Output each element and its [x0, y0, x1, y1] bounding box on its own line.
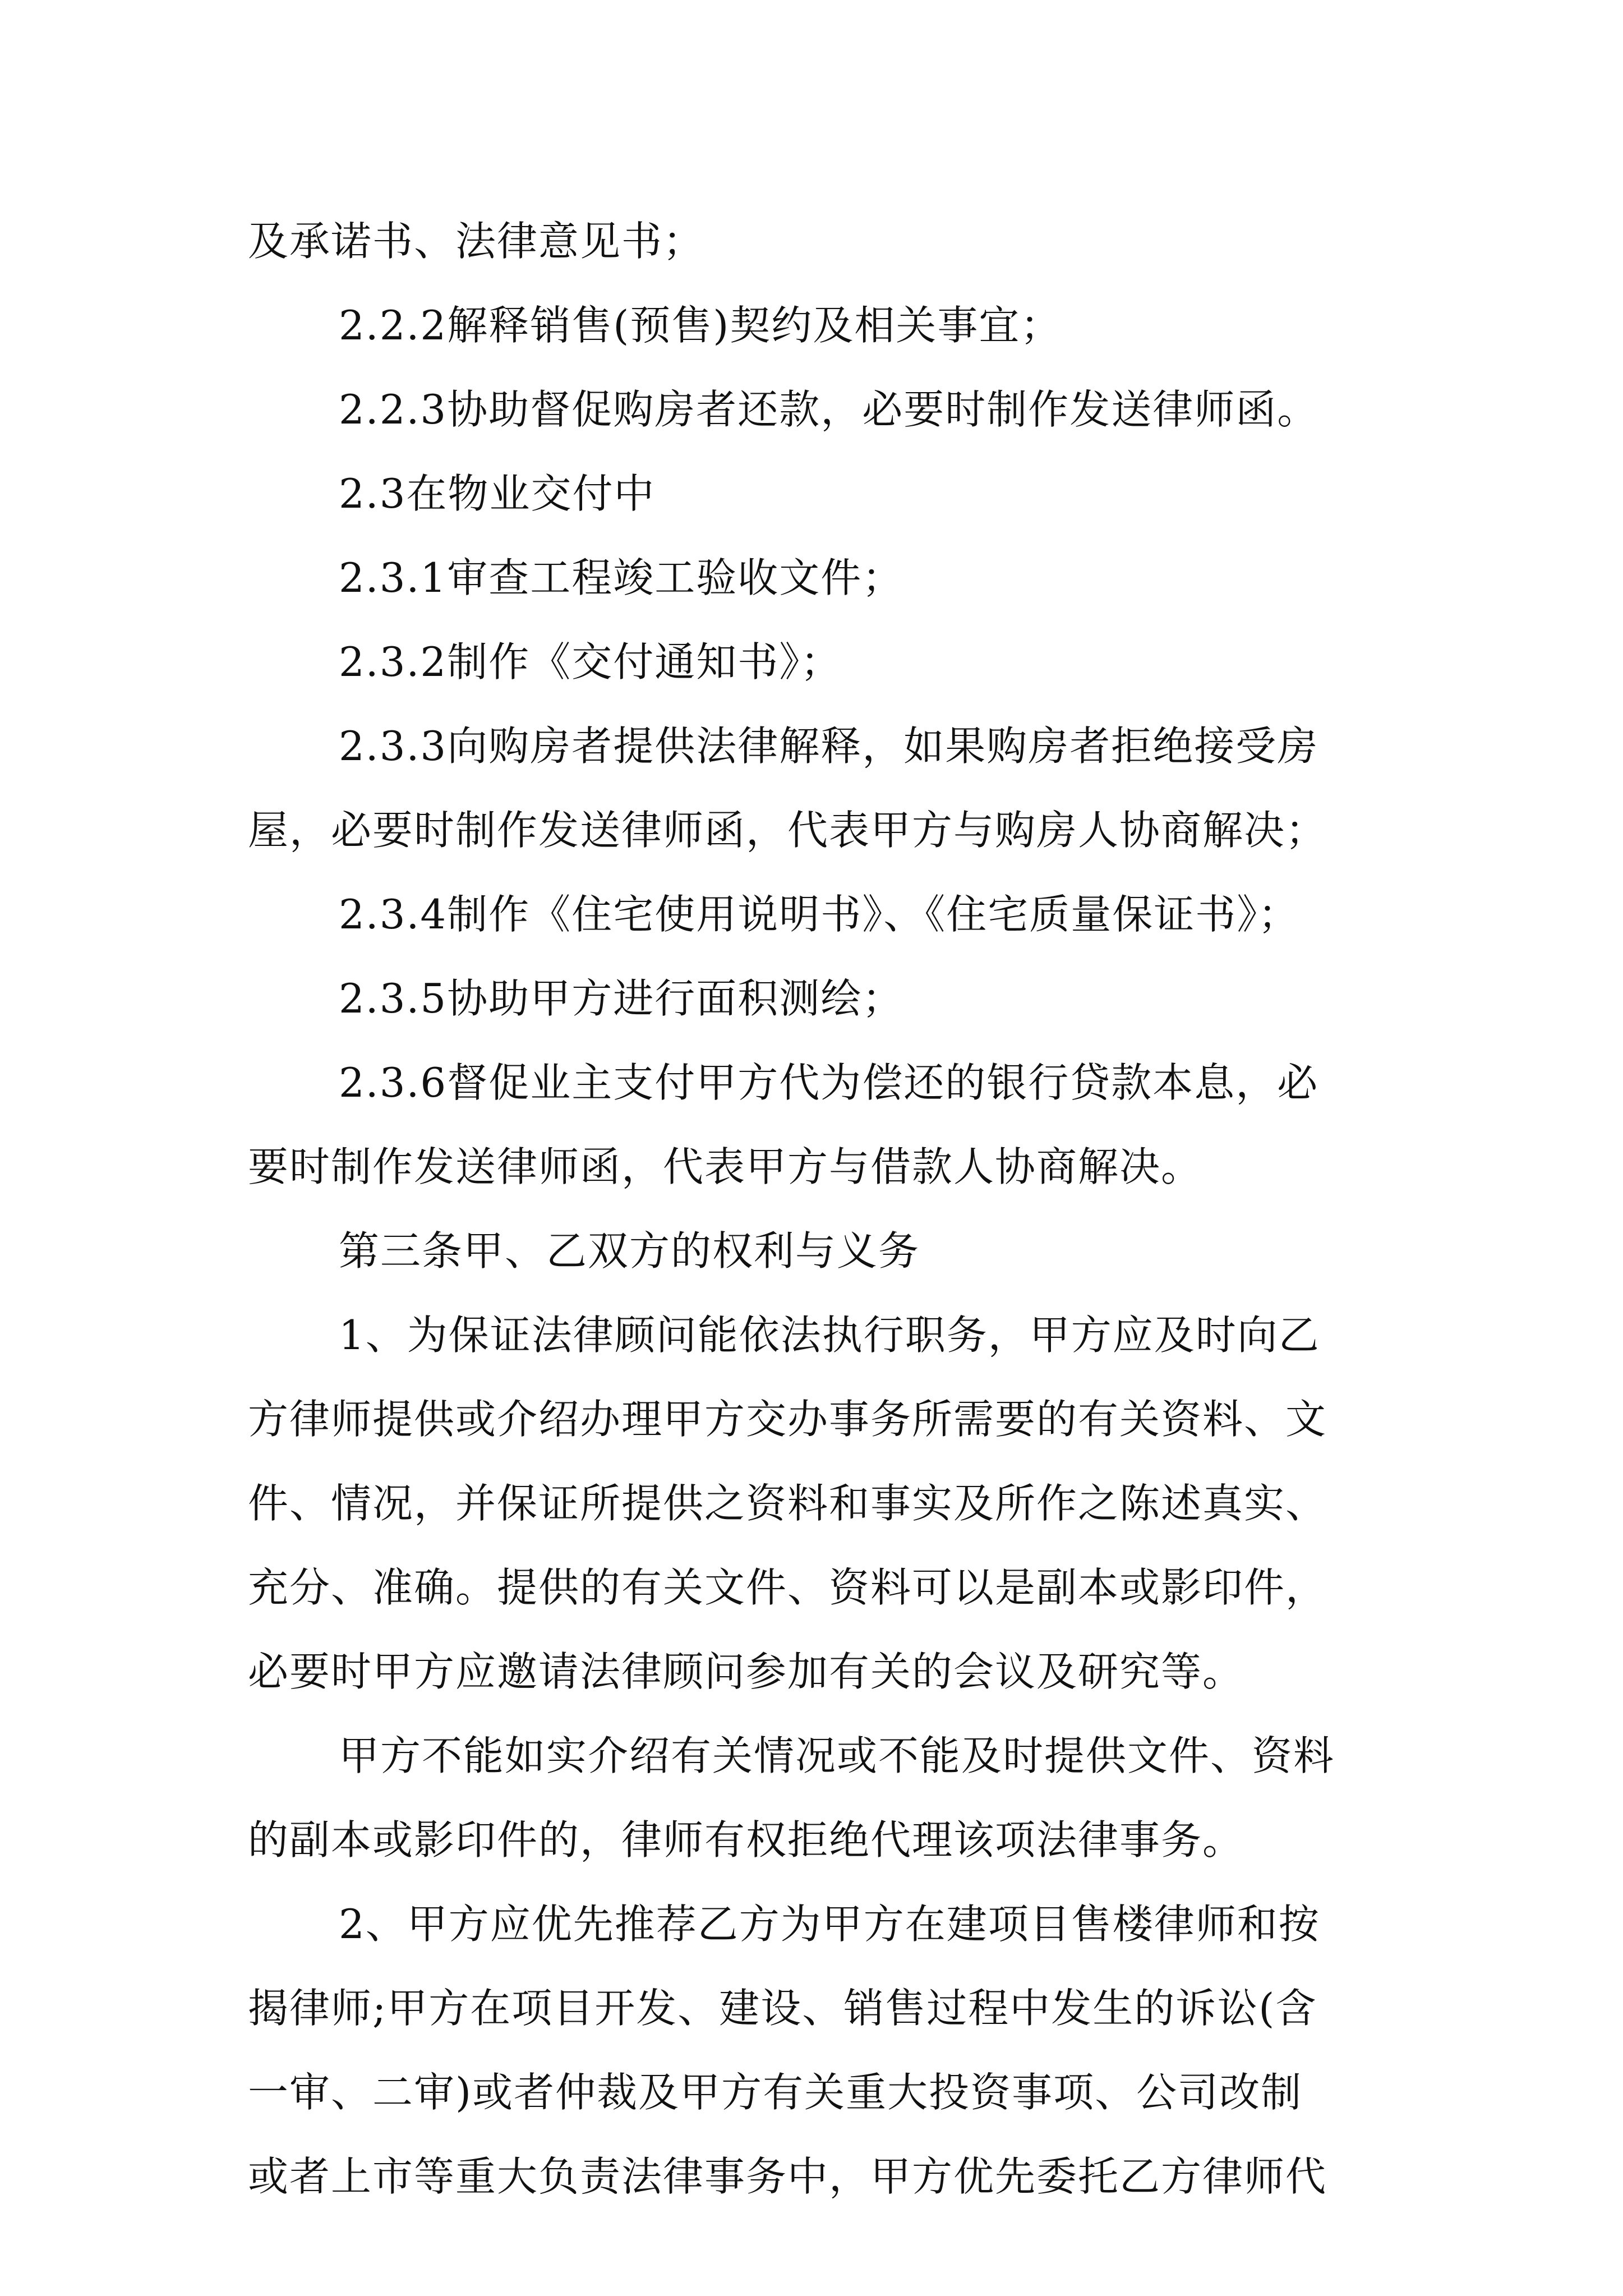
text-line: 2.3.5协助甲方进行面积测绘；: [339, 975, 904, 1022]
document-body: [248, 199, 1392, 2219]
text-line: 方律师提供或介绍办理甲方交办事务所需要的有关资料、文: [248, 1396, 1327, 1443]
text-line: 2.2.3协助督促购房者还款，必要时制作发送律师函。: [339, 386, 1319, 433]
text-line: 2.3.2制作《交付通知书》；: [339, 638, 842, 685]
text-line: 件、情况，并保证所提供之资料和事实及所作之陈述真实、: [248, 1480, 1327, 1527]
text-line: 1、为保证法律顾问能依法执行职务，甲方应及时向乙: [339, 1312, 1320, 1359]
text-line: 2、甲方应优先推荐乙方为甲方在建项目售楼律师和按: [339, 1901, 1320, 1948]
text-line: 必要时甲方应邀请法律顾问参加有关的会议及研究等。: [248, 1648, 1244, 1695]
text-line: 充分、准确。提供的有关文件、资料可以是副本或影印件，: [248, 1564, 1327, 1611]
text-line: 2.3.1审查工程竣工验收文件；: [339, 554, 904, 601]
text-line: 2.3在物业交付中: [339, 470, 656, 517]
text-line: 甲方不能如实介绍有关情况或不能及时提供文件、资料: [339, 1732, 1335, 1779]
text-line: 或者上市等重大负责法律事务中，甲方优先委托乙方律师代: [248, 2153, 1327, 2200]
text-line: 一审、二审)或者仲裁及甲方有关重大投资事项、公司改制: [248, 2069, 1303, 2116]
section-heading: 第三条甲、乙双方的权利与义务: [339, 1227, 920, 1274]
text-line: 要时制作发送律师函，代表甲方与借款人协商解决。: [248, 1143, 1203, 1190]
text-line: 的副本或影印件的，律师有权拒绝代理该项法律事务。: [248, 1816, 1244, 1864]
text-line: 屋，必要时制作发送律师函，代表甲方与购房人协商解决；: [248, 807, 1327, 854]
text-line: 2.3.6督促业主支付甲方代为偿还的银行贷款本息，必: [339, 1059, 1319, 1106]
text-line: 及承诺书、法律意见书；: [248, 218, 705, 265]
text-line: 2.3.3向购房者提供法律解释，如果购房者拒绝接受房: [339, 723, 1319, 770]
text-line: 揭律师;甲方在项目开发、建设、销售过程中发生的诉讼(含: [248, 1985, 1317, 2032]
text-line: 2.2.2解释销售(预售)契约及相关事宜；: [339, 302, 1062, 349]
text-line: 2.3.4制作《住宅使用说明书》、《住宅质量保证书》；: [339, 891, 1300, 938]
